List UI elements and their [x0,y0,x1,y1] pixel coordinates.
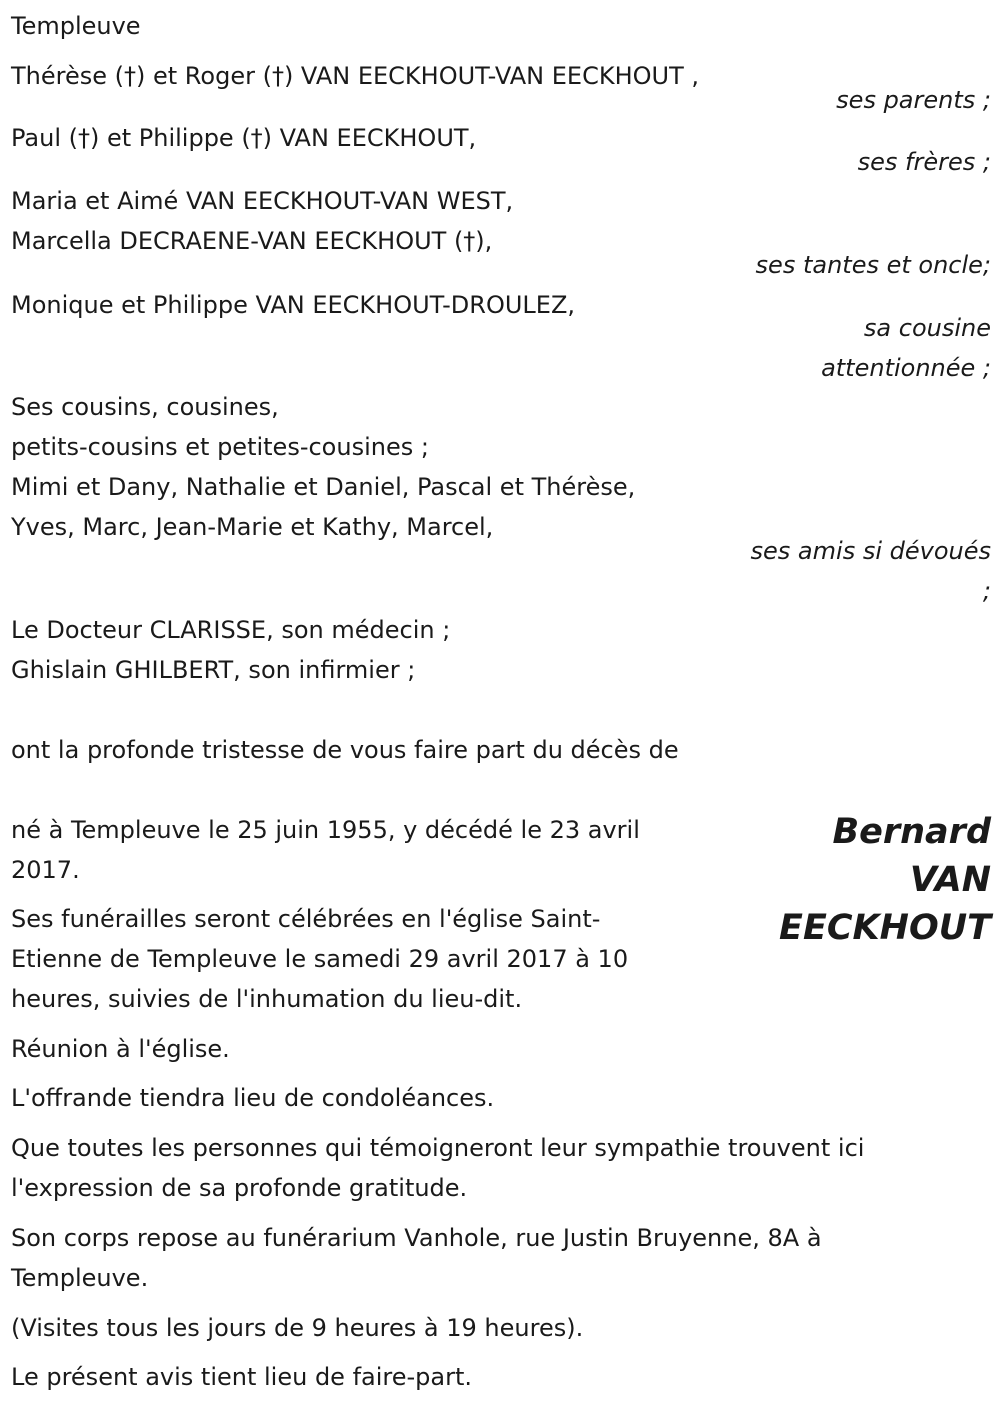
family-parents-role: ses parents ; [836,86,991,114]
deceased-last-name-2: EECKHOUT [779,908,991,948]
cousins-line-3: Mimi et Dany, Nathalie et Daniel, Pascal et Thérèse, [11,473,636,501]
family-aunts-role: ses tantes et oncle; [755,251,991,279]
cousins-line-2: petits-cousins et petites-cousines ; [11,433,429,461]
born-line-1: né à Templeuve le 25 juin 1955, y décédé le 23 avril [11,816,640,844]
funeral-line-2: Etienne de Templeuve le samedi 29 avril 2017 à 10 [11,945,629,973]
meeting: Réunion à l'église. [11,1035,230,1063]
cousins-line-1: Ses cousins, cousines, [11,393,279,421]
deceased-name [779,808,991,952]
offering: L'offrande tiendra lieu de condoléances. [11,1084,495,1112]
friends-role-2: ; [982,577,991,605]
thanks-line-2: l'expression de sa profonde gratitude. [11,1174,468,1202]
care-doctor: Le Docteur CLARISSE, son médecin ; [11,616,451,644]
deceased-last-name-1: VAN [909,860,991,900]
locality: Templeuve [11,12,141,40]
born-line-2: 2017. [11,856,80,884]
friends-role-1: ses amis si dévoués [750,537,991,565]
funeral-line-3: heures, suivies de l'inhumation du lieu-dit. [11,985,523,1013]
cousins-line-4: Yves, Marc, Jean-Marie et Kathy, Marcel, [11,513,494,541]
rest-line-1: Son corps repose au funérarium Vanhole, rue Justin Bruyenne, 8A à [11,1224,822,1252]
closing: Le présent avis tient lieu de faire-part. [11,1363,473,1391]
announcement: ont la profonde tristesse de vous faire part du décès de [11,736,679,764]
family-aunts-line-2: Marcella DECRAENE-VAN EECKHOUT (†), [11,227,493,255]
family-cousin-role-2: attentionnée ; [821,354,991,382]
family-aunts-line-1: Maria et Aimé VAN EECKHOUT-VAN WEST, [11,187,514,215]
funeral-line-1: Ses funérailles seront célébrées en l'église Saint- [11,905,601,933]
family-brothers-role: ses frères ; [857,148,991,176]
family-cousin-role-1: sa cousine [863,314,991,342]
family-parents-line: Thérèse (†) et Roger (†) VAN EECKHOUT-VAN EECKHOUT , [11,62,699,90]
deceased-first-name: Bernard [832,812,991,852]
visits: (Visites tous les jours de 9 heures à 19 heures). [11,1314,584,1342]
thanks-line-1: Que toutes les personnes qui témoigneront leur sympathie trouvent ici [11,1134,865,1162]
family-brothers-line: Paul (†) et Philippe (†) VAN EECKHOUT, [11,124,477,152]
care-nurse: Ghislain GHILBERT, son infirmier ; [11,656,416,684]
family-cousin-line: Monique et Philippe VAN EECKHOUT-DROULEZ, [11,291,576,319]
rest-line-2: Templeuve. [11,1264,149,1292]
